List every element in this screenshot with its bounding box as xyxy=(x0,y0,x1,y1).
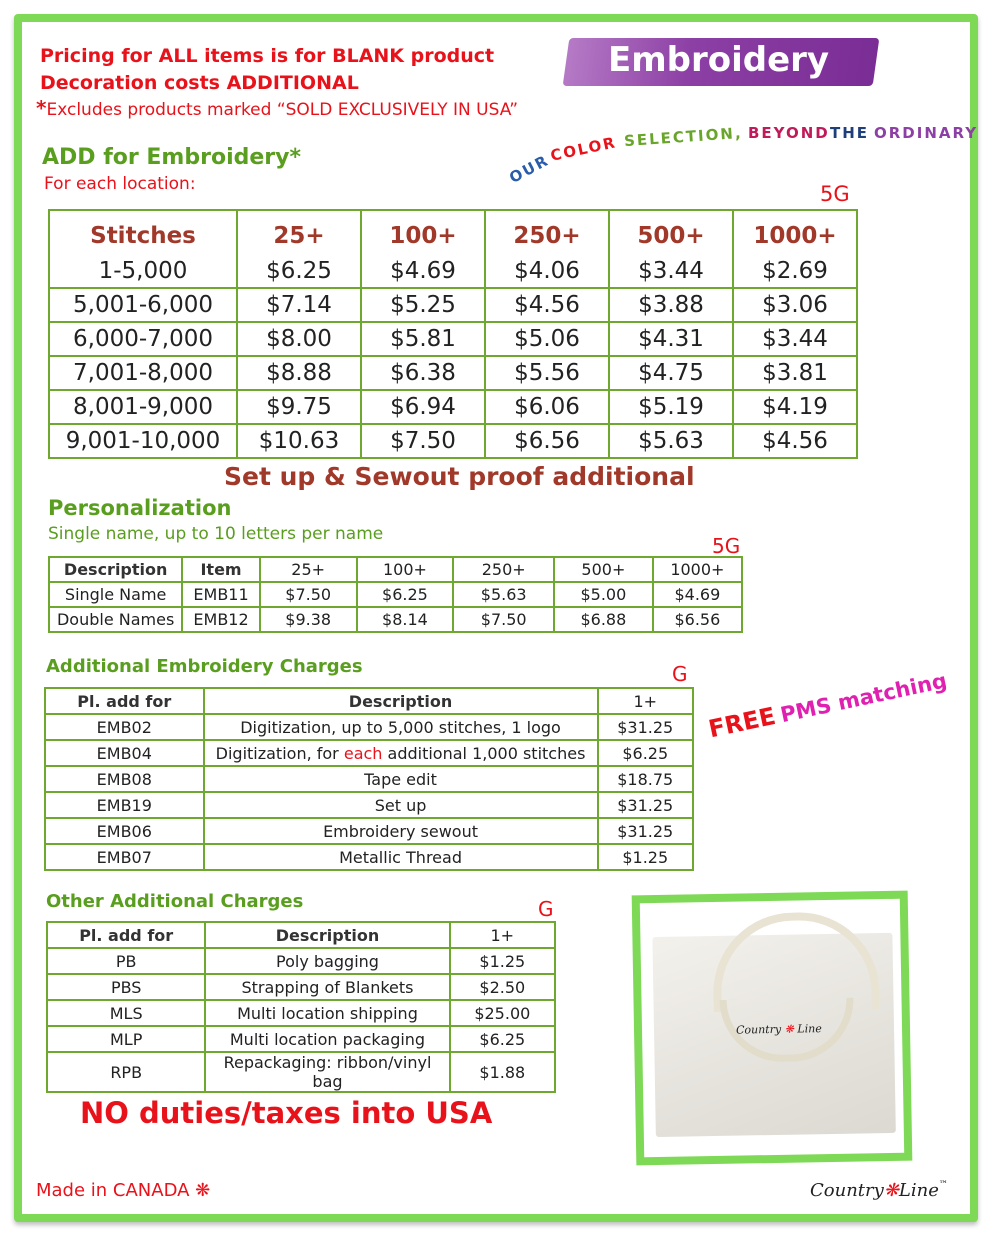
table-cell: $3.44 xyxy=(733,322,857,356)
table-cell: $5.63 xyxy=(609,424,733,458)
table-row xyxy=(45,818,693,844)
table-cell: MLP xyxy=(47,1026,205,1052)
additional-charges-table xyxy=(44,687,694,871)
table-cell: $8.88 xyxy=(237,356,361,390)
exclusion-note: *Excludes products marked “SOLD EXCLUSIVELY IN USA” xyxy=(36,96,519,120)
table-cell: $9.75 xyxy=(237,390,361,424)
table-row xyxy=(49,607,742,632)
country-line-logo xyxy=(810,1180,948,1201)
column-header: 250+ xyxy=(485,210,609,255)
table-cell: $2.50 xyxy=(450,974,555,1000)
table-cell: EMB07 xyxy=(45,844,204,870)
table-row xyxy=(49,356,857,390)
table-cell: $4.31 xyxy=(609,322,733,356)
table-cell: $6.25 xyxy=(357,582,454,607)
column-header: Description xyxy=(204,688,598,714)
table-cell: 5,001-6,000 xyxy=(49,288,237,322)
slogan-word: THE xyxy=(830,124,870,142)
table-row xyxy=(49,424,857,458)
table-row xyxy=(45,714,693,740)
table-cell: $9.38 xyxy=(260,607,357,632)
setup-note: Set up & Sewout proof additional xyxy=(224,462,695,491)
table-cell: $7.14 xyxy=(237,288,361,322)
table-cell: $4.19 xyxy=(733,390,857,424)
other-title: Other Additional Charges xyxy=(46,891,304,912)
column-header: 1+ xyxy=(598,688,694,714)
table-cell: $10.63 xyxy=(237,424,361,458)
table-cell: $6.25 xyxy=(450,1026,555,1052)
table-cell: RPB xyxy=(47,1052,205,1092)
table-cell: 8,001-9,000 xyxy=(49,390,237,424)
table-cell: $1.88 xyxy=(450,1052,555,1092)
table-cell: $8.14 xyxy=(357,607,454,632)
table-row xyxy=(45,740,693,766)
table-cell: Multi location shipping xyxy=(205,1000,449,1026)
stitches-table xyxy=(48,209,858,459)
bag-logo-text: Country xyxy=(735,1022,782,1037)
slogan-word: SELECTION, xyxy=(623,123,744,151)
table-cell: $6.56 xyxy=(485,424,609,458)
personalization-subtitle: Single name, up to 10 letters per name xyxy=(48,524,384,544)
column-header: Stitches xyxy=(49,210,237,255)
personalization-code: 5G xyxy=(712,534,741,558)
bag-logo xyxy=(736,1022,822,1036)
table-cell: $8.00 xyxy=(237,322,361,356)
table-cell: EMB08 xyxy=(45,766,204,792)
table-cell: 1-5,000 xyxy=(49,255,237,288)
additional-code: G xyxy=(672,662,688,686)
table-cell: $1.25 xyxy=(450,948,555,974)
maple-leaf-icon: ❋ xyxy=(883,1180,899,1201)
table-cell: $6.38 xyxy=(361,356,485,390)
table-cell: $3.06 xyxy=(733,288,857,322)
personalization-table xyxy=(48,556,743,633)
pms-label: PMS matching xyxy=(778,668,949,728)
table-cell: $31.25 xyxy=(598,818,694,844)
bag-handle xyxy=(712,911,880,1012)
table-cell: 6,000-7,000 xyxy=(49,322,237,356)
column-header: 25+ xyxy=(237,210,361,255)
slogan-word: COLOR xyxy=(548,133,619,165)
table-row xyxy=(45,792,693,818)
table-cell: $6.56 xyxy=(653,607,742,632)
table-cell: $7.50 xyxy=(260,582,357,607)
column-header: Pl. add for xyxy=(45,688,204,714)
column-header: 500+ xyxy=(609,210,733,255)
table-row xyxy=(49,255,857,288)
table-cell: $4.69 xyxy=(361,255,485,288)
column-header: Description xyxy=(205,922,449,948)
table-cell: $5.63 xyxy=(453,582,554,607)
table-cell: Poly bagging xyxy=(205,948,449,974)
table-cell: EMB19 xyxy=(45,792,204,818)
table-cell xyxy=(204,740,598,766)
column-header: 500+ xyxy=(554,557,653,582)
table-cell: $4.06 xyxy=(485,255,609,288)
maple-leaf-icon: ❋ xyxy=(195,1180,211,1201)
table-cell: $3.81 xyxy=(733,356,857,390)
slogan-word: BEYOND xyxy=(748,124,830,142)
table-cell: PBS xyxy=(47,974,205,1000)
emphasis-text: each xyxy=(343,743,383,763)
column-header: 100+ xyxy=(361,210,485,255)
table-row xyxy=(49,390,857,424)
table-cell: Digitization, up to 5,000 stitches, 1 logo xyxy=(204,714,598,740)
table-row xyxy=(47,1052,555,1092)
table-cell: $5.00 xyxy=(554,582,653,607)
table-cell: $5.25 xyxy=(361,288,485,322)
table-cell: $6.94 xyxy=(361,390,485,424)
column-header: 25+ xyxy=(260,557,357,582)
table-cell: $3.88 xyxy=(609,288,733,322)
table-cell: $6.88 xyxy=(554,607,653,632)
made-in-label: Made in CANADA xyxy=(36,1180,190,1201)
table-cell: Metallic Thread xyxy=(204,844,598,870)
table-cell: $31.25 xyxy=(598,714,694,740)
table-cell: Single Name xyxy=(49,582,182,607)
column-header: 1+ xyxy=(450,922,555,948)
table-cell: $4.69 xyxy=(653,582,742,607)
table-cell: EMB02 xyxy=(45,714,204,740)
embroidery-title: ADD for Embroidery* xyxy=(42,145,301,170)
table-cell: Repackaging: ribbon/vinyl bag xyxy=(205,1052,449,1092)
table-cell: $1.25 xyxy=(598,844,694,870)
embroidery-code: 5G xyxy=(820,182,850,206)
table-row xyxy=(47,974,555,1000)
table-cell: $5.81 xyxy=(361,322,485,356)
column-header: 100+ xyxy=(357,557,454,582)
table-cell: Set up xyxy=(204,792,598,818)
duties-note: NO duties/taxes into USA xyxy=(80,1096,493,1130)
description-text: Digitization, for xyxy=(215,743,344,763)
personalization-title: Personalization xyxy=(48,496,232,520)
table-cell: Tape edit xyxy=(204,766,598,792)
table-cell: 9,001-10,000 xyxy=(49,424,237,458)
table-cell: Double Names xyxy=(49,607,182,632)
table-row xyxy=(49,288,857,322)
table-cell: $7.50 xyxy=(453,607,554,632)
table-cell: MLS xyxy=(47,1000,205,1026)
logo-text: Line xyxy=(898,1180,939,1201)
table-row xyxy=(45,844,693,870)
table-cell: $4.56 xyxy=(733,424,857,458)
column-header: Description xyxy=(49,557,182,582)
table-cell: $18.75 xyxy=(598,766,694,792)
other-code: G xyxy=(538,897,554,921)
banner-title: Embroidery xyxy=(608,40,830,80)
column-header: Pl. add for xyxy=(47,922,205,948)
table-cell: $25.00 xyxy=(450,1000,555,1026)
made-in-canada xyxy=(36,1180,210,1201)
decoration-note: Decoration costs ADDITIONAL xyxy=(40,72,359,94)
table-cell: Multi location packaging xyxy=(205,1026,449,1052)
column-header: 250+ xyxy=(453,557,554,582)
table-cell: $2.69 xyxy=(733,255,857,288)
table-cell: Embroidery sewout xyxy=(204,818,598,844)
column-header: Item xyxy=(182,557,259,582)
additional-title: Additional Embroidery Charges xyxy=(46,656,363,677)
table-cell: $5.56 xyxy=(485,356,609,390)
color-slogan xyxy=(508,118,978,188)
table-cell: 7,001-8,000 xyxy=(49,356,237,390)
table-cell: $5.19 xyxy=(609,390,733,424)
table-cell: $4.56 xyxy=(485,288,609,322)
table-cell: $7.50 xyxy=(361,424,485,458)
table-cell: EMB12 xyxy=(182,607,259,632)
column-header: 1000+ xyxy=(653,557,742,582)
column-header: 1000+ xyxy=(733,210,857,255)
maple-leaf-icon: ❋ xyxy=(784,1022,794,1036)
table-cell: EMB06 xyxy=(45,818,204,844)
table-cell: $6.25 xyxy=(598,740,694,766)
table-cell: $4.75 xyxy=(609,356,733,390)
tote-bag-image xyxy=(652,933,895,1137)
tote-bag-photo xyxy=(632,891,913,1166)
table-row xyxy=(47,1026,555,1052)
table-cell: $6.06 xyxy=(485,390,609,424)
table-cell: PB xyxy=(47,948,205,974)
table-row xyxy=(49,582,742,607)
trademark: ™ xyxy=(938,1180,948,1190)
bag-logo-text: Line xyxy=(797,1022,822,1036)
free-label: FREE xyxy=(706,701,779,744)
table-cell: $6.25 xyxy=(237,255,361,288)
table-row xyxy=(49,322,857,356)
logo-text: Country xyxy=(810,1180,884,1201)
description-text: additional 1,000 stitches xyxy=(382,743,586,763)
table-row xyxy=(45,766,693,792)
slogan-word: OUR xyxy=(506,151,553,187)
other-charges-table xyxy=(46,921,556,1093)
pricing-note: Pricing for ALL items is for BLANK product xyxy=(40,45,495,67)
table-row xyxy=(47,1000,555,1026)
table-cell: EMB11 xyxy=(182,582,259,607)
table-cell: $3.44 xyxy=(609,255,733,288)
table-cell: EMB04 xyxy=(45,740,204,766)
slogan-word: ORDINARY xyxy=(874,124,979,142)
embroidery-subtitle: For each location: xyxy=(44,174,196,194)
table-cell: Strapping of Blankets xyxy=(205,974,449,1000)
table-cell: $5.06 xyxy=(485,322,609,356)
table-cell: $31.25 xyxy=(598,792,694,818)
table-row xyxy=(47,948,555,974)
